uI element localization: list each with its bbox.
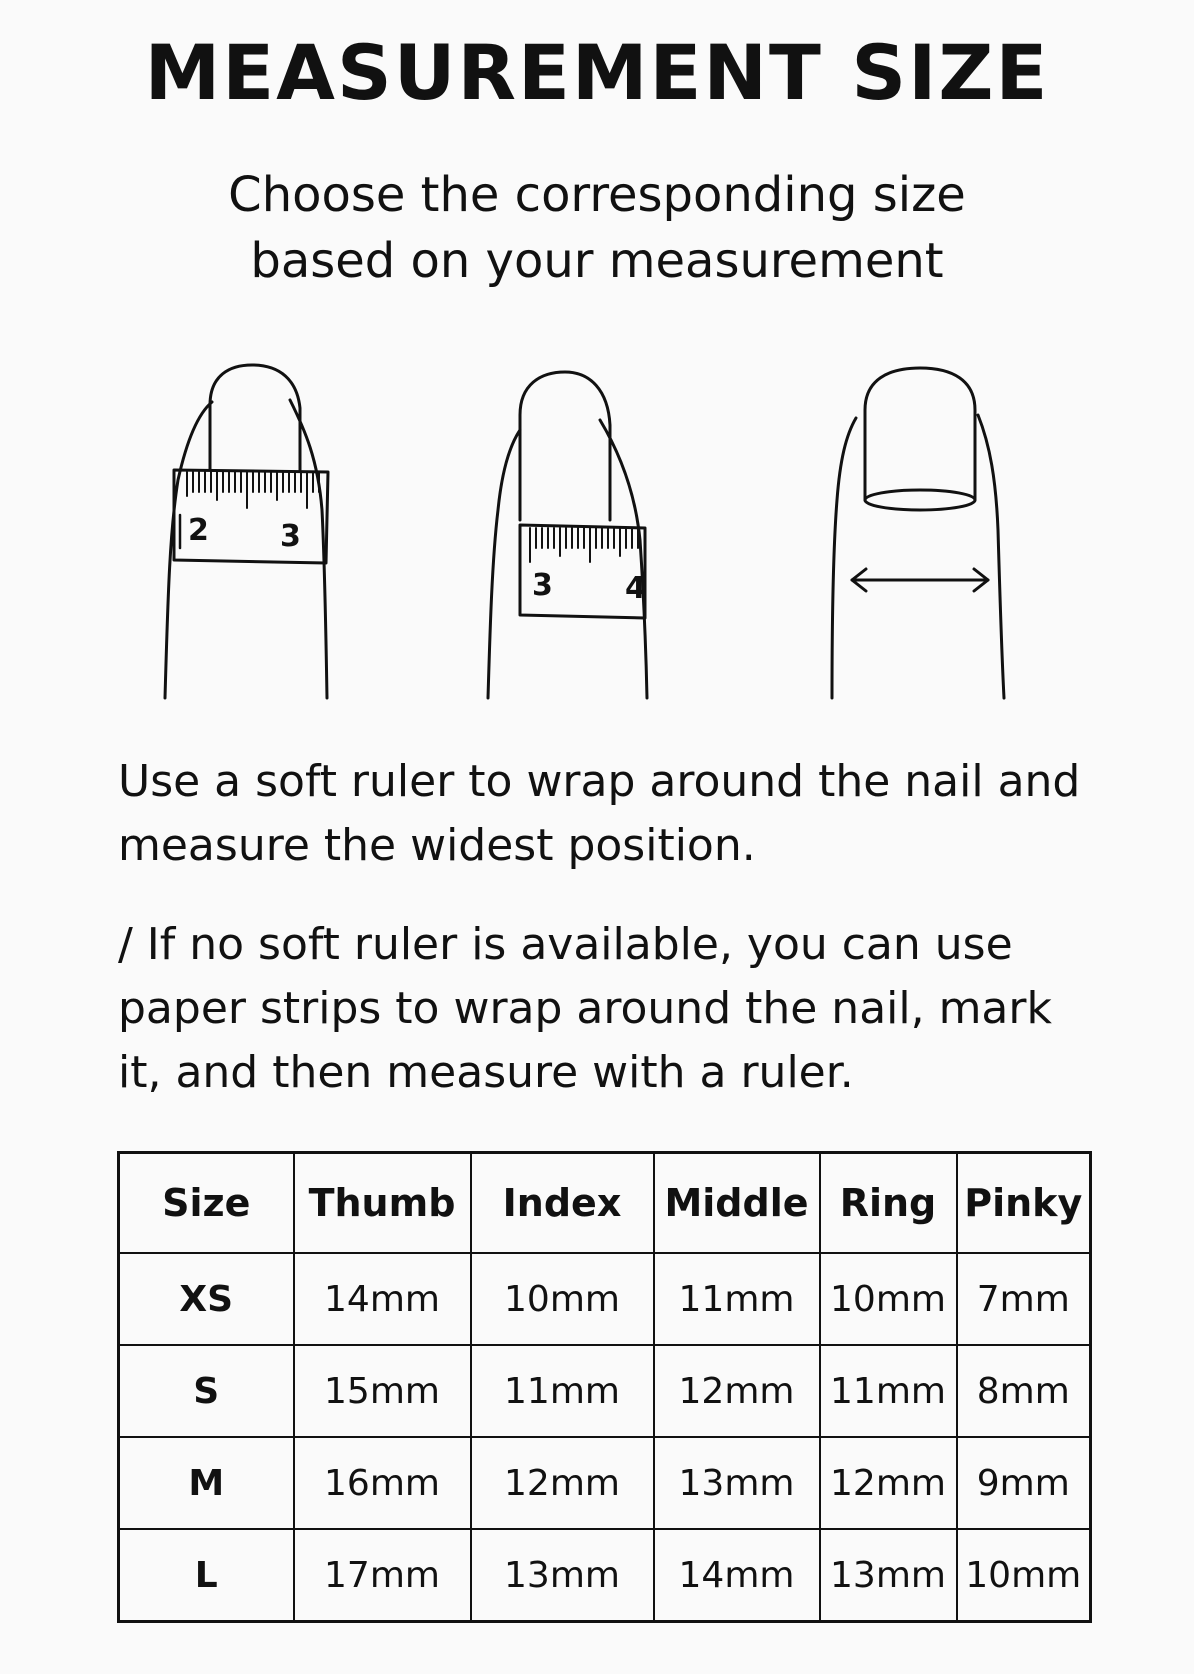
instruction-line: Use a soft ruler to wrap around the nail and (118, 756, 1081, 807)
ruler-label: 3 (532, 568, 553, 603)
instruction-line: paper strips to wrap around the nail, mark (118, 983, 1052, 1034)
instruction-line: it, and then measure with a ruler. (118, 1047, 854, 1098)
column-header: Index (471, 1153, 654, 1254)
table-cell: 10mm (471, 1253, 654, 1345)
table-cell: 13mm (471, 1529, 654, 1622)
size-cell: S (119, 1345, 294, 1437)
instruction-paragraph (118, 913, 1098, 1105)
table-cell: 9mm (957, 1437, 1091, 1529)
table-cell: 11mm (654, 1253, 820, 1345)
instruction-line: / If no soft ruler is available, you can use (118, 919, 1013, 970)
instruction-paragraph (118, 750, 1098, 878)
table-cell: 10mm (957, 1529, 1091, 1622)
finger-illustration (140, 360, 1040, 700)
table-cell: 12mm (471, 1437, 654, 1529)
table-row (119, 1253, 1091, 1345)
size-cell: L (119, 1529, 294, 1622)
subtitle (0, 162, 1194, 294)
column-header: Size (119, 1153, 294, 1254)
ruler-label: 4 (625, 571, 646, 606)
table-cell: 11mm (471, 1345, 654, 1437)
size-cell: XS (119, 1253, 294, 1345)
table-row (119, 1437, 1091, 1529)
table-cell: 8mm (957, 1345, 1091, 1437)
table-row (119, 1345, 1091, 1437)
subtitle-line: Choose the corresponding size (228, 167, 966, 223)
table-cell: 7mm (957, 1253, 1091, 1345)
ruler-label: 2 (188, 513, 209, 548)
table-cell: 11mm (820, 1345, 957, 1437)
size-chart-table (117, 1151, 1092, 1623)
table-cell: 17mm (294, 1529, 471, 1622)
table-cell: 10mm (820, 1253, 957, 1345)
table-cell: 12mm (654, 1345, 820, 1437)
column-header: Ring (820, 1153, 957, 1254)
table-cell: 14mm (294, 1253, 471, 1345)
column-header: Thumb (294, 1153, 471, 1254)
instruction-line: measure the widest position. (118, 820, 756, 871)
table-header-row (119, 1153, 1091, 1254)
table-cell: 14mm (654, 1529, 820, 1622)
finger-with-ruler-icon (488, 372, 647, 698)
table-cell: 16mm (294, 1437, 471, 1529)
ruler-label: 3 (280, 519, 301, 554)
column-header: Middle (654, 1153, 820, 1254)
size-cell: M (119, 1437, 294, 1529)
page-title: MEASUREMENT SIZE (144, 28, 1050, 117)
subtitle-line: based on your measurement (250, 233, 944, 289)
table-row (119, 1529, 1091, 1622)
table-cell: 13mm (654, 1437, 820, 1529)
table-cell: 12mm (820, 1437, 957, 1529)
table-cell: 15mm (294, 1345, 471, 1437)
finger-with-nail-icon (832, 368, 1004, 698)
table-cell: 13mm (820, 1529, 957, 1622)
column-header: Pinky (957, 1153, 1091, 1254)
